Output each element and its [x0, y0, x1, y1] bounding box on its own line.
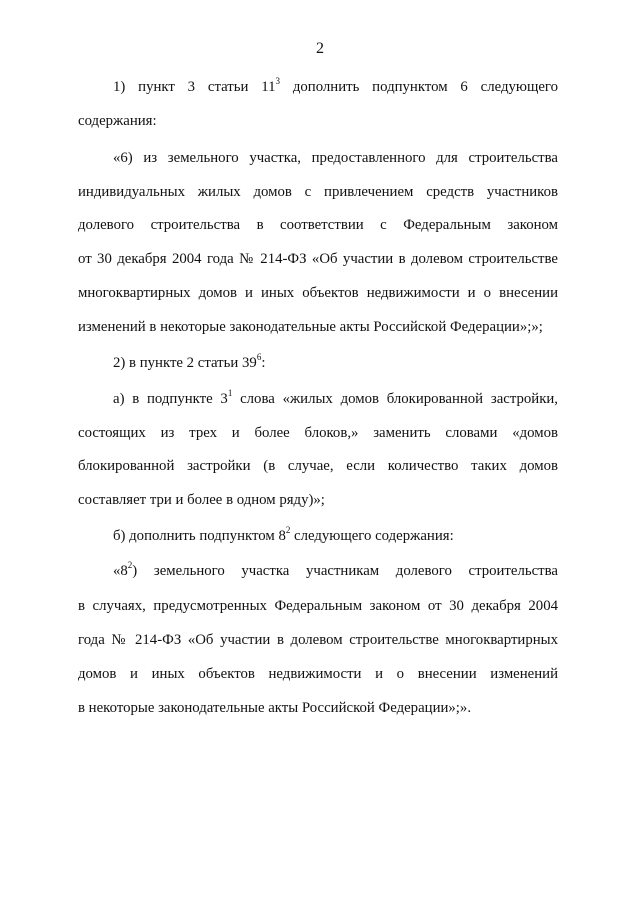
text-line: домов и иных объектов недвижимости и о внесении изменений — [78, 666, 558, 682]
text-line: 1) пункт 3 статьи $11^3$ дополнить подпунктом 6 следующего — [113, 76, 559, 95]
text-line: «$8^2$) земельного участка участникам долевого строительства — [113, 560, 558, 579]
text-line: 2) в пункте 2 статьи $39^6$: — [113, 352, 266, 371]
text-line: долевого строительства в соответствии с Федеральным законом — [78, 217, 558, 233]
text-line: индивидуальных жилых домов с привлечением средств участников — [78, 184, 558, 200]
text-line: многоквартирных домов и иных объектов недвижимости и о внесении — [78, 285, 558, 301]
text-line: б) дополнить подпунктом $8^2$ следующего содержания: — [113, 525, 454, 544]
text-line: в случаях, предусмотренных Федеральным законом от 30 декабря 2004 — [78, 598, 558, 614]
text-line: а) в подпункте $3^1$ слова «жилых домов блокированной застройки, — [113, 388, 559, 407]
text-line: изменений в некоторые законодательные акты Российской Федерации»;»; — [78, 319, 543, 335]
text-line: состоящих из трех и более блоков,» заменить словами «домов — [78, 425, 558, 441]
text-line: в некоторые законодательные акты Российской Федерации»;». — [78, 700, 472, 716]
text-line: составляет три и более в одном ряду)»; — [78, 492, 325, 508]
text-line: «6) из земельного участка, предоставленного для строительства — [113, 150, 558, 166]
text-line: содержания: — [78, 113, 157, 129]
page-number: 2 — [316, 40, 324, 57]
text-line: блокированной застройки (в случае, если количество таких домов — [78, 458, 558, 474]
text-line: от 30 декабря 2004 года № 214-ФЗ «Об участии в долевом строительстве — [78, 251, 558, 267]
text-line: года № 214-ФЗ «Об участии в долевом строительстве многоквартирных — [78, 632, 558, 648]
